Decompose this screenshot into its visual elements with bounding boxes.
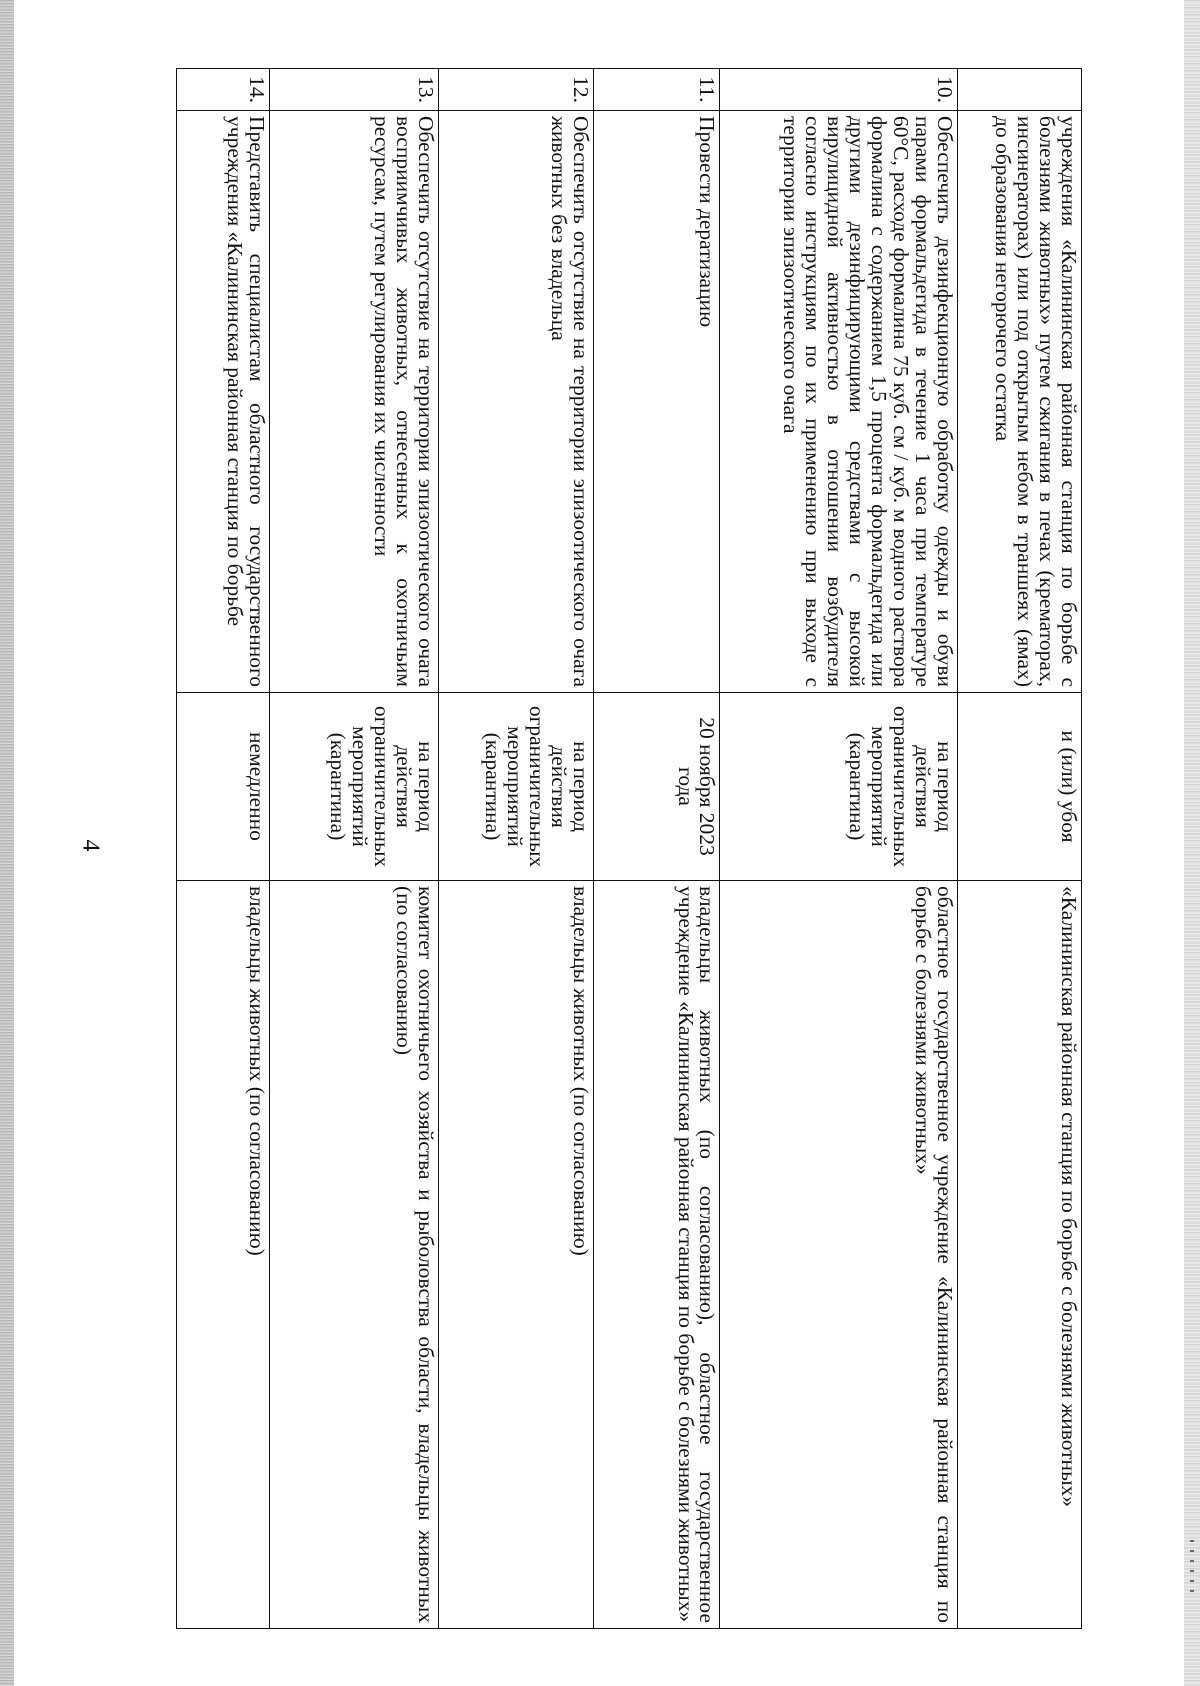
term-cell: на период действия ограничительных мероприятий (карантина) [438,693,593,881]
term-cell: 20 ноября 2023 года [594,693,720,881]
scan-edge-left [0,0,14,1686]
responsible-cell: комитет охотничьего хозяйства и рыболовства области, владельцы животных (по согласованию) [270,881,439,1629]
term-cell: на период действия ограничительных мероприятий (карантина) [720,693,957,881]
table-row [177,69,270,1629]
measure-cell: Обеспечить отсутствие на территории эпизоотического очага восприимчивых животных, отнесенных к охотничьим ресурсам, путем регулирования их численности [270,111,439,693]
measure-cell: учреждения «Калининская районная станция по борьбе с болезнями животных» путем сжигания в печах (крематорах, инсинераторах) или под открытым небом в траншеях (ямах) до образования негорючего остатка [957,111,1081,693]
page-number: 4 [77,839,104,852]
measure-cell: Обеспечить отсутствие на территории эпизоотического очага животных без владельца [438,111,593,693]
row-number: 12. [438,69,593,111]
table-row [720,69,957,1629]
table-row [438,69,593,1629]
scan-edge-right [1184,0,1200,1686]
row-number: 14. [177,69,270,111]
row-number [957,69,1081,111]
responsible-cell: владельцы животных (по согласованию) [177,881,270,1629]
measure-cell: Обеспечить дезинфекционную обработку одежды и обуви парами формальдегида в течение 1 часа при температуре 60°С, расходе формалина 75 куб. см / куб. м водного раствора формалина с содержанием 1,5 процента формальдегида или другими дезинфицирующими средствами с высокой вирулицидной активностью в отношении возбудителя согласно инструкциям по их применению при выходе с территории эпизоотического очага [720,111,957,693]
row-number: 10. [720,69,957,111]
table-row [270,69,439,1629]
row-number: 11. [594,69,720,111]
row-number: 13. [270,69,439,111]
responsible-cell: «Калининская районная станция по борьбе с болезнями животных» [957,881,1081,1629]
measures-table [176,68,1082,1629]
term-cell: немедленно [177,693,270,881]
table-row [957,69,1081,1629]
table-row [594,69,720,1629]
measure-cell: Представить специалистам областного государственного учреждения «Калининская районная станция по борьбе [177,111,270,693]
measure-cell: Провести дератизацию [594,111,720,693]
responsible-cell: владельцы животных (по согласованию) [438,881,593,1629]
term-cell: и (или) убоя [957,693,1081,881]
responsible-cell: областное государственное учреждение «Калининская районная станция по борьбе с болезнями животных» [720,881,957,1629]
term-cell: на период действия ограничительных мероприятий (карантина) [270,693,439,881]
scan-noise [1190,1540,1194,1600]
rotated-document-sheet [176,68,1082,1628]
responsible-cell: владельцы животных (по согласованию), областное государственное учреждение «Калининская районная станция по борьбе с болезнями животных» [594,881,720,1629]
